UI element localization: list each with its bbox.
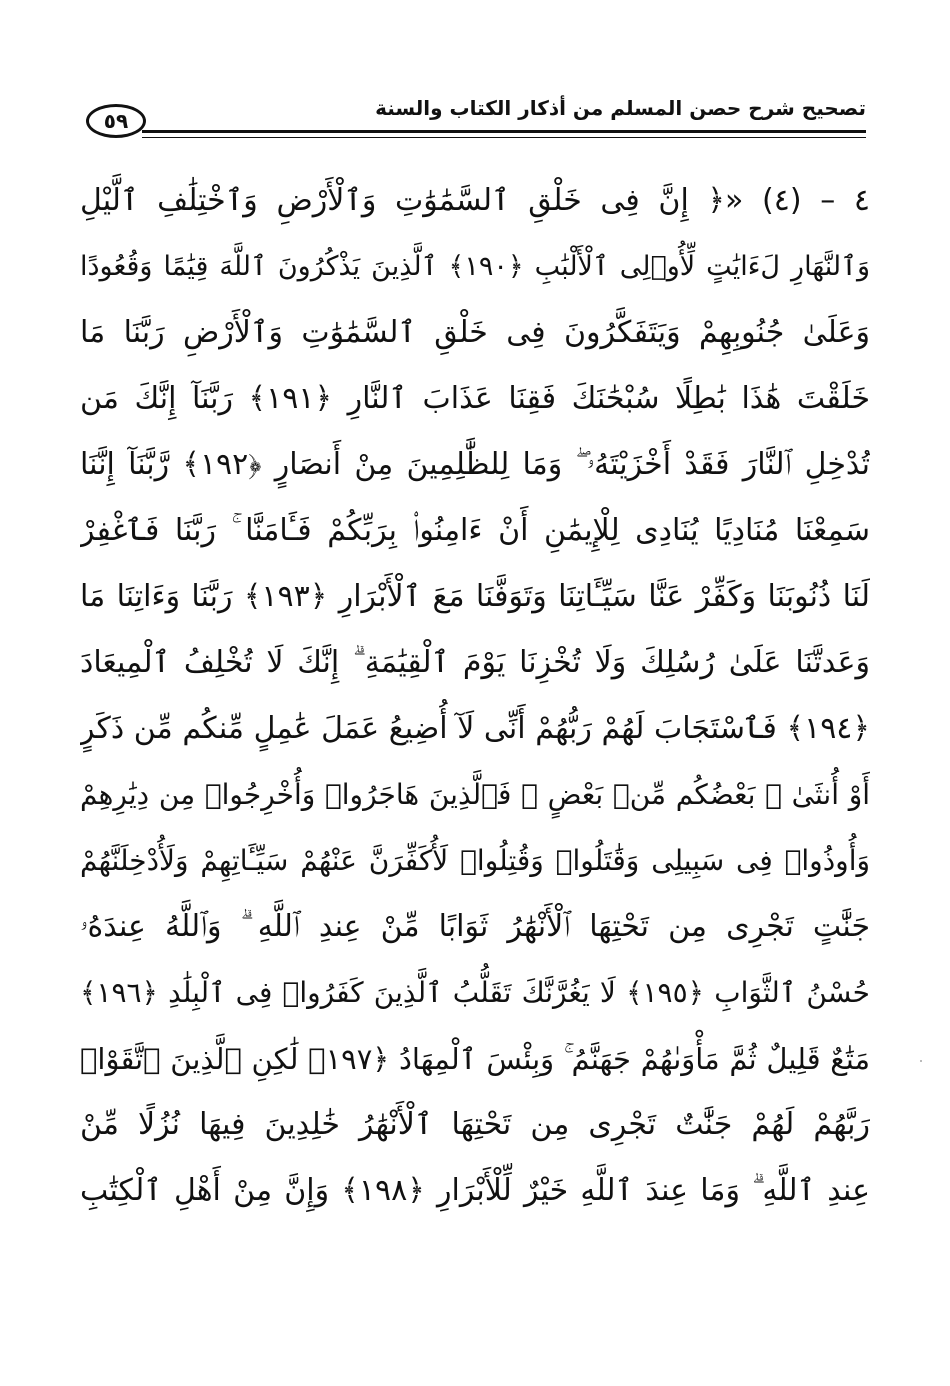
page-number: ٥٩	[86, 104, 146, 138]
text-line: مَتَٰعٌ قَلِيلٌ ثُمَّ مَأْوَىٰهُمْ جَهَنَّمُ ۚ وَبِئْسَ ٱلْمِهَادُ ﴿١٩٧﴾ لَٰكِنِ ٱلَّذِينَ ٱتَّقَوْا۟	[80, 1042, 870, 1076]
quran-text-block	[80, 168, 870, 1224]
text-line: لَنَا ذُنُوبَنَا وَكَفِّرْ عَنَّا سَيِّـَٔاتِنَا وَتَوَفَّنَا مَعَ ٱلْأَبْرَارِ ﴿١٩٣﴾ رَبَّنَا وَءَاتِنَا مَا	[80, 579, 870, 614]
text-line: وَٱلنَّهَارِ لَءَايَٰتٍ لِّأُو۟لِى ٱلْأَلْبَٰبِ ﴿١٩٠﴾ ٱلَّذِينَ يَذْكُرُونَ ٱللَّهَ قِيَٰمًا وَقُعُودًا	[80, 251, 870, 282]
running-title: تصحيح شرح حصن المسلم من أذكار الكتاب والسنة	[375, 96, 866, 120]
text-line: رَبَّهُمْ لَهُمْ جَنَّٰتٌ تَجْرِى مِن تَحْتِهَا ٱلْأَنْهَٰرُ خَٰلِدِينَ فِيهَا نُزُلًا مِّنْ	[80, 1107, 870, 1142]
text-line: جَنَّٰتٍ تَجْرِى مِن تَحْتِهَا ٱلْأَنْهَٰرُ ثَوَابًا مِّنْ عِندِ ٱللَّهِ ۗ وَٱللَّهُ عِندَهُۥ	[80, 909, 870, 944]
scan-speck	[920, 1060, 922, 1062]
text-line: عِندِ ٱللَّهِ ۗ وَمَا عِندَ ٱللَّهِ خَيْرٌ لِّلْأَبْرَارِ ﴿١٩٨﴾ وَإِنَّ مِنْ أَهْلِ ٱلْكِتَٰبِ	[80, 1173, 870, 1208]
text-line: خَلَقْتَ هَٰذَا بَٰطِلًا سُبْحَٰنَكَ فَقِنَا عَذَابَ ٱلنَّارِ ﴿١٩١﴾ رَبَّنَآ إِنَّكَ مَن	[80, 381, 870, 416]
text-line: حُسْنُ ٱلثَّوَابِ ﴿١٩٥﴾ لَا يَغُرَّنَّكَ تَقَلُّبُ ٱلَّذِينَ كَفَرُوا۟ فِى ٱلْبِلَٰدِ ﴿١٩٦﴾	[80, 976, 870, 1009]
text-line: وَعَلَىٰ جُنُوبِهِمْ وَيَتَفَكَّرُونَ فِى خَلْقِ ٱلسَّمَٰوَٰتِ وَٱلْأَرْضِ رَبَّنَا مَا	[80, 315, 870, 350]
text-line: سَمِعْنَا مُنَادِيًا يُنَادِى لِلْإِيمَٰنِ أَنْ ءَامِنُوا۟ بِرَبِّكُمْ فَـَٔامَنَّا ۚ رَبَّنَا فَٱغْفِرْ	[80, 513, 870, 548]
text-line: تُدْخِلِ ٱلنَّارَ فَقَدْ أَخْزَيْتَهُۥ ۖ وَمَا لِلظَّٰلِمِينَ مِنْ أَنصَارٍ ﴿١٩٢﴾ رَّبَّنَآ إِنَّنَا	[80, 447, 870, 482]
header-rule-thick	[142, 130, 866, 133]
text-line: وَأُوذُوا۟ فِى سَبِيلِى وَقَٰتَلُوا۟ وَقُتِلُوا۟ لَأُكَفِّرَنَّ عَنْهُمْ سَيِّـَٔاتِهِمْ وَلَأُدْخِلَنَّهُمْ	[80, 844, 870, 877]
text-line: ٤ – (٤) «﴿ إِنَّ فِى خَلْقِ ٱلسَّمَٰوَٰتِ وَٱلْأَرْضِ وَٱخْتِلَٰفِ ٱلَّيْلِ	[80, 183, 870, 218]
text-line: ﴿١٩٤﴾ فَٱسْتَجَابَ لَهُمْ رَبُّهُمْ أَنِّى لَآ أُضِيعُ عَمَلَ عَٰمِلٍ مِّنكُم مِّن ذَكَرٍ	[80, 711, 870, 746]
header-rule-thin	[142, 137, 866, 138]
text-line: وَعَدتَّنَا عَلَىٰ رُسُلِكَ وَلَا تُخْزِنَا يَوْمَ ٱلْقِيَٰمَةِ ۗ إِنَّكَ لَا تُخْلِفُ ٱلْمِيعَادَ	[80, 645, 870, 680]
page-header	[86, 96, 866, 146]
text-line: أَوْ أُنثَىٰ ۖ بَعْضُكُم مِّنۢ بَعْضٍ ۖ فَٱلَّذِينَ هَاجَرُوا۟ وَأُخْرِجُوا۟ مِن دِيَٰرِهِمْ	[80, 778, 870, 811]
